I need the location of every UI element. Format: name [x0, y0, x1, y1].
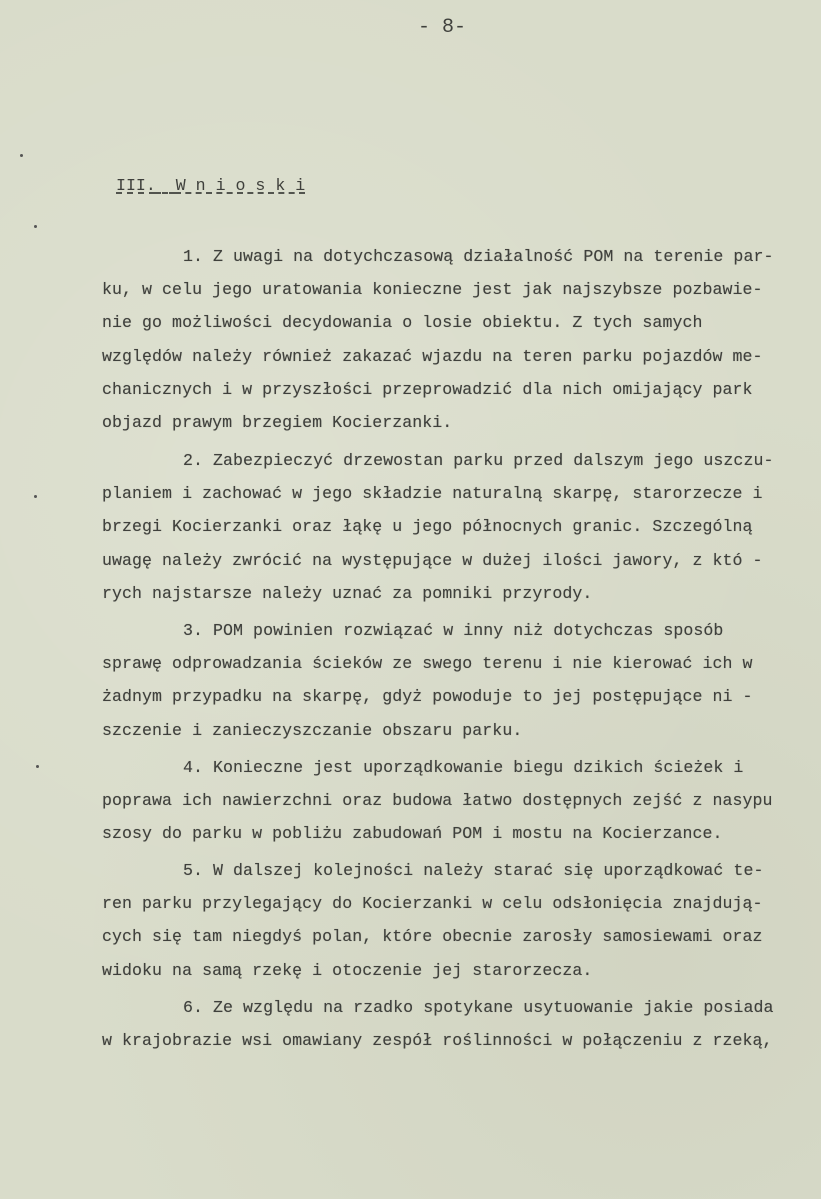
- paragraph-5-line: ren parku przylegający do Kocierzanki w celu odsłonięcia znajdują-: [102, 894, 763, 914]
- paragraph-1-line: ku, w celu jego uratowania konieczne jest jak najszybsze pozbawie-: [102, 280, 763, 300]
- paragraph-6-line: w krajobrazie wsi omawiany zespół roślinności w połączeniu z rzeką,: [102, 1031, 773, 1051]
- margin-mark: [34, 495, 37, 498]
- page-number: - 8-: [418, 16, 467, 39]
- margin-mark: [36, 765, 39, 768]
- paragraph-1-line: chanicznych i w przyszłości przeprowadzić dla nich omijający park: [102, 379, 753, 399]
- paragraph-4-line: 4. Konieczne jest uporządkowanie biegu dzikich ścieżek i: [183, 758, 744, 777]
- paragraph-4-line: poprawa ich nawierzchni oraz budowa łatwo dostępnych zejść z nasypu: [102, 791, 773, 811]
- paragraph-2-line: planiem i zachować w jego składzie naturalną skarpę, starorzecze i: [102, 484, 763, 504]
- section-heading: [116, 176, 305, 196]
- margin-mark: [34, 225, 37, 228]
- paragraph-5-line: widoku na samą rzekę i otoczenie jej starorzecza.: [102, 960, 593, 980]
- paragraph-1-line: nie go możliwości decydowania o losie obiektu. Z tych samych: [102, 313, 703, 333]
- paragraph-1-line: względów należy również zakazać wjazdu na teren parku pojazdów me-: [102, 346, 763, 366]
- paragraph-3-line: 3. POM powinien rozwiązać w inny niż dotychczas sposób: [183, 621, 724, 640]
- paragraph-3-line: szczenie i zanieczyszczanie obszaru parku.: [102, 720, 523, 740]
- paragraph-5-line: cych się tam niegdyś polan, które obecnie zarosły samosiewami oraz: [102, 927, 763, 947]
- paragraph-2-line: rych najstarsze należy uznać za pomniki przyrody.: [102, 583, 593, 603]
- paragraph-5-line: 5. W dalszej kolejności należy starać się uporządkować te-: [183, 861, 764, 880]
- paragraph-2-line: brzegi Kocierzanki oraz łąkę u jego północnych granic. Szczególną: [102, 517, 753, 537]
- paragraph-1-line: objazd prawym brzegiem Kocierzanki.: [102, 413, 453, 432]
- paragraph-2-line: 2. Zabezpieczyć drzewostan parku przed dalszym jego uszczu-: [183, 451, 774, 470]
- paragraph-3-line: sprawę odprowadzania ścieków ze swego terenu i nie kierować ich w: [102, 654, 753, 674]
- section-numeral: III.: [116, 176, 156, 195]
- paragraph-3-line: żadnym przypadku na skarpę, gdyż powoduje to jej postępujące ni -: [102, 687, 753, 707]
- paragraph-2-line: uwagę należy zwrócić na występujące w dużej ilości jawory, z któ -: [102, 550, 763, 570]
- margin-mark: [20, 154, 23, 157]
- paragraph-4-line: szosy do parku w pobliżu zabudowań POM i mostu na Kocierzance.: [102, 824, 723, 844]
- paragraph-6-line: 6. Ze względu na rzadko spotykane usytuowanie jakie posiada: [183, 998, 774, 1017]
- paragraph-1-line: 1. Z uwagi na dotychczasową działalność POM na terenie par-: [183, 247, 774, 266]
- section-title: W n i o s k i: [175, 176, 306, 195]
